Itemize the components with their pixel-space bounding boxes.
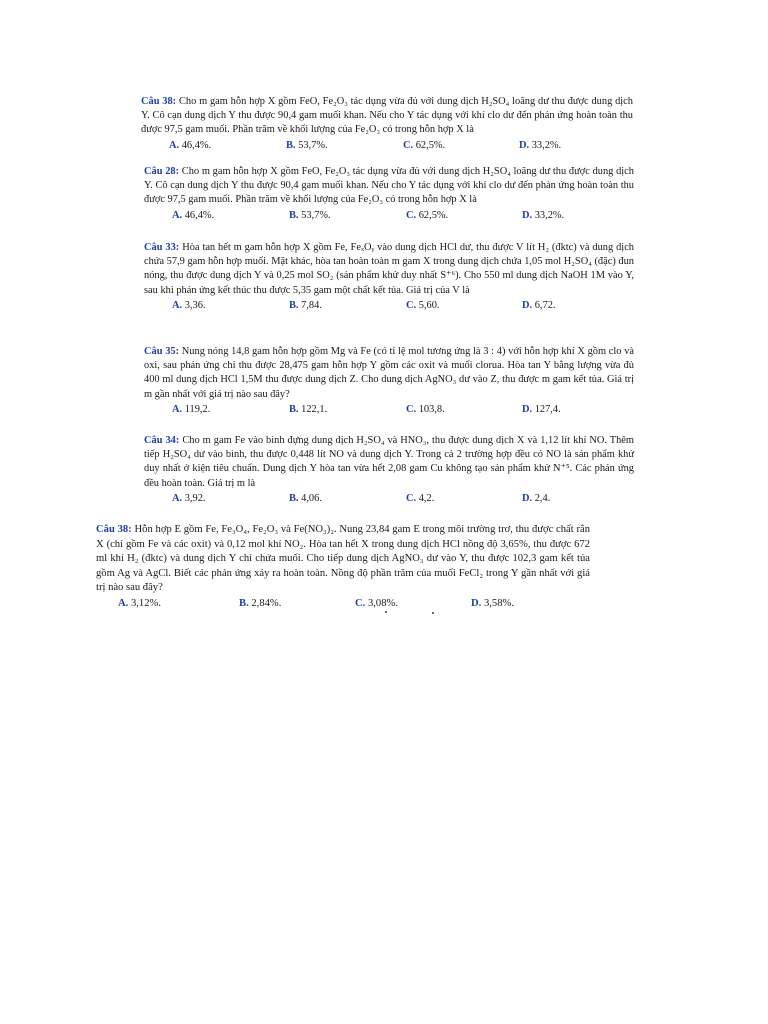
question-body: Hỗn hợp E gồm Fe, Fe₃O₄, Fe₂O₃ và Fe(NO₃)₂. Nung 23,84 gam E trong môi trường trơ, thu được chất rắn X (chỉ gồm Fe và các oxit) và 0,12 mol khí NO₂. Hòa tan hết X trong dung dịch HCl nồng độ 3,65%, thu được 672 ml khí H₂ (đktc) và dung dịch Y chỉ chứa muối. Cho tiếp dung dịch AgNO₃ dư vào Y, thu được 102,3 gam kết tủa gồm Ag và AgCl. Biết các phản ứng xảy ra hoàn toàn. Nồng độ phần trăm của muối FeCl₂ trong Y gần nhất với giá trị nào sau đây? bbox=[96, 524, 591, 594]
question-text bbox=[144, 434, 634, 491]
question-body: Nung nóng 14,8 gam hỗn hợp gồm Mg và Fe (có tỉ lệ mol tương ứng là 3 : 4) với hỗn hợp khí X gồm clo và oxi, sau phản ứng chỉ thu được 28,475 gam hỗn hợp Y gồm các oxit và muối clorua. Hòa tan Y bằng lượng vừa đủ 400 ml dung dịch HCl 1,5M thu được dung dịch Z. Cho dung dịch AgNO₃ dư vào Z, thu được m gam kết tủa. Giá trị m gần nhất với giá trị nào sau đây? bbox=[144, 346, 634, 400]
question-text bbox=[144, 241, 634, 298]
option-a: A. 46,4%. bbox=[169, 139, 212, 151]
question-label: Câu 38: bbox=[96, 524, 132, 535]
option-a: A. 46,4%. bbox=[172, 209, 215, 221]
option-d: D. 33,2%. bbox=[519, 139, 562, 151]
answer-options bbox=[144, 403, 634, 417]
question-label: Câu 38: bbox=[141, 96, 177, 107]
question-body: Cho m gam hỗn hợp X gồm FeO, Fe₂O₃ tác dụng vừa đủ với dung dịch H₂SO₄ loãng dư thu được dung dịch Y. Cô cạn dung dịch Y thu được 90,4 gam muối khan. Nếu cho Y tác dụng với khí clo dư đến phản ứng hoàn toàn thu được 97,5 gam muối. Phần trăm về khối lượng của Fe₂O₃ có trong hỗn hợp X là bbox=[141, 96, 633, 136]
question-text bbox=[144, 165, 634, 208]
option-c: C. 4,2. bbox=[406, 492, 435, 504]
option-b: B. 122,1. bbox=[289, 403, 328, 415]
scan-speck bbox=[385, 611, 387, 613]
question-block bbox=[144, 345, 634, 417]
question-body: Hòa tan hết m gam hỗn hợp X gồm Fe, FeₓOᵧ vào dung dịch HCl dư, thu được V lít H₂ (đktc) và dung dịch chứa 57,9 gam hỗn hợp muối. Mặt khác, hòa tan hoàn toàn m gam X trong dung dịch chứa 1,05 mol H₂SO₄ (đặc) đun nóng, thu được dung dịch Y và 0,25 mol SO₂ (sản phẩm khử duy nhất S⁺⁶). Cho 550 ml dung dịch NaOH 1M vào Y, sau khi phản ứng kết thúc thu được 5,35 gam một chất kết tủa. Giá trị của V là bbox=[144, 242, 634, 296]
answer-options bbox=[144, 492, 634, 506]
option-d: D. 3,58%. bbox=[471, 597, 514, 609]
question-label: Câu 33: bbox=[144, 242, 180, 253]
option-c: C. 103,8. bbox=[406, 403, 445, 415]
option-d: D. 6,72. bbox=[522, 299, 556, 311]
option-d: D. 2,4. bbox=[522, 492, 551, 504]
answer-options bbox=[96, 597, 590, 611]
question-label: Câu 35: bbox=[144, 346, 180, 357]
option-a: A. 3,92. bbox=[172, 492, 206, 504]
option-d: D. 33,2%. bbox=[522, 209, 565, 221]
option-a: A. 3,12%. bbox=[118, 597, 161, 609]
question-label: Câu 34: bbox=[144, 435, 180, 446]
answer-options bbox=[144, 299, 634, 313]
scan-speck bbox=[432, 612, 434, 614]
question-block bbox=[141, 95, 633, 153]
question-block bbox=[144, 241, 634, 313]
option-a: A. 3,36. bbox=[172, 299, 206, 311]
option-c: C. 62,5%. bbox=[403, 139, 446, 151]
option-b: B. 2,84%. bbox=[239, 597, 282, 609]
question-label: Câu 28: bbox=[144, 166, 180, 177]
question-block bbox=[144, 165, 634, 223]
answer-options bbox=[141, 139, 633, 153]
question-body: Cho m gam Fe vào bình đựng dung dịch H₂SO₄ và HNO₃, thu được dung dịch X và 1,12 lít khí NO. Thêm tiếp H₂SO₄ dư vào bình, thu được 0,448 lít NO và dung dịch Y. Trong cả 2 trường hợp đều có NO là sản phẩm khử duy nhất ở kiện tiêu chuẩn. Dung dịch Y hòa tan vừa hết 2,08 gam Cu không tạo sản phẩm khử N⁺⁵. Các phản ứng đều hoàn toàn. Giá trị m là bbox=[144, 435, 635, 489]
option-a: A. 119,2. bbox=[172, 403, 211, 415]
option-b: B. 53,7%. bbox=[286, 139, 328, 151]
option-c: C. 3,08%. bbox=[355, 597, 398, 609]
question-text bbox=[144, 345, 634, 402]
question-block bbox=[144, 434, 634, 506]
question-block bbox=[96, 523, 590, 611]
option-b: B. 53,7%. bbox=[289, 209, 331, 221]
option-b: B. 4,06. bbox=[289, 492, 322, 504]
option-c: C. 62,5%. bbox=[406, 209, 449, 221]
question-body: Cho m gam hỗn hợp X gồm FeO, Fe₂O₃ tác dụng vừa đủ với dung dịch H₂SO₄ loãng dư thu được dung dịch Y. Cô cạn dung dịch Y thu được 90,4 gam muối khan. Nếu cho Y tác dụng với khí clo dư đến phản ứng hoàn toàn thu được 97,5 gam muối. Phần trăm về khối lượng của Fe₂O₃ có trong hỗn hợp X là bbox=[144, 166, 634, 206]
option-c: C. 5,60. bbox=[406, 299, 440, 311]
option-b: B. 7,84. bbox=[289, 299, 322, 311]
answer-options bbox=[144, 209, 634, 223]
option-d: D. 127,4. bbox=[522, 403, 561, 415]
question-text bbox=[141, 95, 633, 138]
question-text bbox=[96, 523, 590, 596]
